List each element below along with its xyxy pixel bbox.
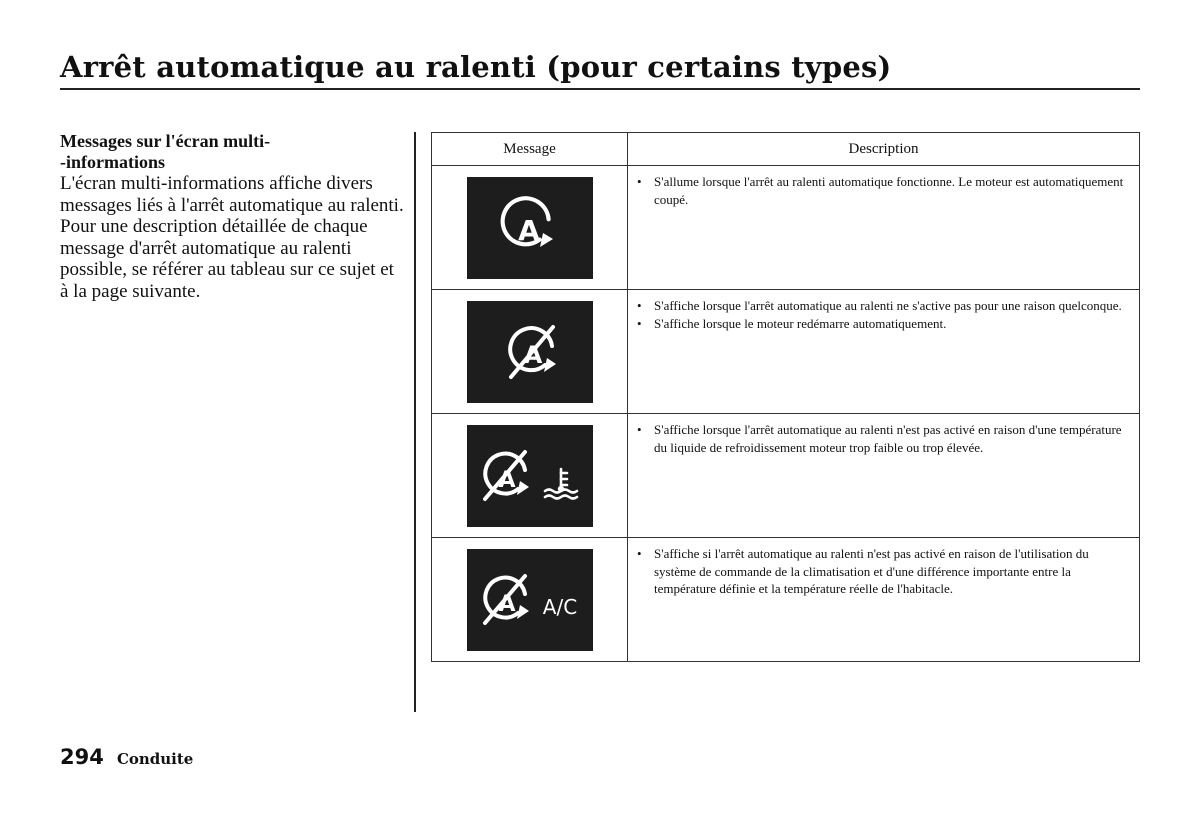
description-list (628, 414, 1139, 456)
description-cell (628, 538, 1140, 662)
intro-heading-line1: Messages sur l'écran multi- (60, 131, 271, 151)
page-footer (60, 745, 193, 769)
description-cell (628, 166, 1140, 290)
description-item: • S'affiche lorsque le moteur redémarre automatiquement. (654, 315, 1129, 333)
description-item: • S'affiche lorsque l'arrêt automatique au ralenti n'est pas activé en raison d'une température du liquide de refroidissement moteur trop faible ou trop élevée. (654, 421, 1129, 456)
svg-text:A: A (523, 341, 543, 369)
description-item: • S'affiche lorsque l'arrêt automatique au ralenti ne s'active pas pour une raison quelconque. (654, 297, 1129, 315)
svg-text:A: A (498, 592, 516, 617)
section-name: Conduite (116, 750, 194, 768)
description-list (628, 290, 1139, 332)
auto-idle-stop-off-coolant-icon (467, 425, 593, 527)
messages-table (431, 132, 1140, 662)
intro-section (60, 131, 405, 302)
message-cell (432, 290, 628, 414)
header-description: Description (628, 133, 1140, 166)
message-cell (432, 166, 628, 290)
auto-idle-stop-icon (467, 177, 593, 279)
message-cell (432, 538, 628, 662)
description-item: • S'affiche si l'arrêt automatique au ralenti n'est pas activé en raison de l'utilisation du système de commande de la climatisation et d'une différence importante entre la température définie et la température réelle de l'habitacle. (654, 545, 1129, 598)
auto-idle-stop-off-ac-icon (467, 549, 593, 651)
description-item: • S'allume lorsque l'arrêt au ralenti automatique fonctionne. Le moteur est automatiquement coupé. (654, 173, 1129, 208)
description-list (628, 166, 1139, 208)
table-row (432, 414, 1140, 538)
svg-text:A: A (518, 214, 540, 247)
column-divider (414, 132, 416, 712)
description-cell (628, 414, 1140, 538)
header-message: Message (432, 133, 628, 166)
intro-paragraph-1: L'écran multi-informations affiche divers messages liés à l'arrêt automatique au ralenti. (60, 173, 404, 216)
description-cell (628, 290, 1140, 414)
table-row (432, 166, 1140, 290)
table-header-row (432, 133, 1140, 166)
auto-idle-stop-off-icon (467, 301, 593, 403)
intro-heading-line2: -informations (60, 152, 165, 172)
svg-text:A: A (498, 468, 516, 493)
intro-heading (60, 131, 405, 173)
ac-label: A/C (542, 595, 578, 619)
table-row (432, 538, 1140, 662)
page-title: Arrêt automatique au ralenti (pour certains types) (60, 50, 892, 84)
table-row (432, 290, 1140, 414)
intro-paragraph-2: Pour une description détaillée de chaque message d'arrêt automatique au ralenti possible, se référer au tableau sur ce sujet et à la page suivante. (60, 216, 394, 302)
description-list (628, 538, 1139, 598)
page-number: 294 (60, 745, 104, 769)
title-rule (60, 88, 1140, 90)
message-cell (432, 414, 628, 538)
